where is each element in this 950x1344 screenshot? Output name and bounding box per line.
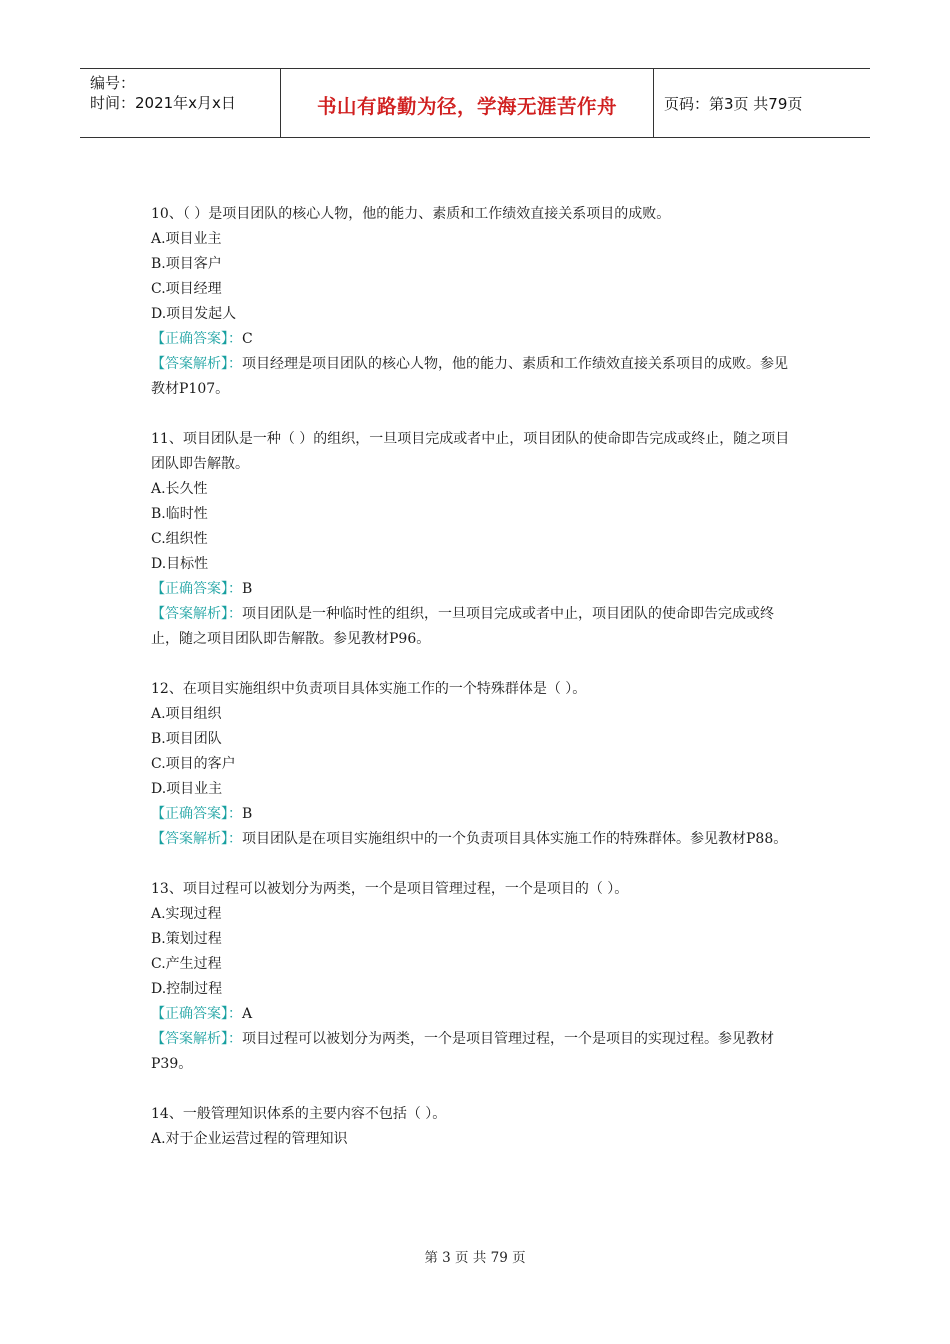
time-label: 时间：2021年x月x日	[90, 94, 236, 112]
analysis-text: 项目团队是一种临时性的组织，一旦项目完成或者中止，项目团队的使命即告完成或终止，随之项目团队即告解散。参见教材P96。	[151, 606, 774, 647]
correct-answer	[151, 577, 801, 602]
option-d: D.项目发起人	[151, 306, 237, 322]
analysis-tag: 【答案解析】：	[151, 831, 242, 847]
option-a: A.长久性	[151, 481, 208, 497]
answer-tag: 【正确答案】：	[151, 581, 242, 597]
correct-answer	[151, 802, 801, 827]
option-a: A.对于企业运营过程的管理知识	[151, 1131, 348, 1147]
question-13	[151, 877, 801, 1077]
question-10	[151, 202, 801, 402]
page-footer: 第 3 页 共 79 页	[424, 1250, 526, 1266]
answer-analysis	[151, 602, 791, 652]
question-stem: 12、在项目实施组织中负责项目具体实施工作的一个特殊群体是（ ）。	[151, 681, 587, 697]
analysis-tag: 【答案解析】：	[151, 356, 242, 372]
answer-value: C	[242, 331, 253, 347]
analysis-tag: 【答案解析】：	[151, 606, 242, 622]
answer-analysis	[151, 827, 791, 852]
question-list	[151, 202, 801, 1177]
question-stem: 10、（ ）是项目团队的核心人物，他的能力、素质和工作绩效直接关系项目的成败。	[151, 206, 671, 222]
answer-tag: 【正确答案】：	[151, 806, 242, 822]
question-12	[151, 677, 801, 852]
analysis-tag: 【答案解析】：	[151, 1031, 242, 1047]
answer-value: B	[242, 806, 253, 822]
option-c: C.项目经理	[151, 281, 222, 297]
page-header	[80, 68, 870, 138]
analysis-text: 项目过程可以被划分为两类，一个是项目管理过程，一个是项目的实现过程。参见教材P39。	[151, 1031, 774, 1072]
option-b: B.项目团队	[151, 731, 222, 747]
analysis-text: 项目团队是在项目实施组织中的一个负责项目具体实施工作的特殊群体。参见教材P88。	[242, 831, 788, 847]
option-d: D.项目业主	[151, 781, 223, 797]
option-c: C.产生过程	[151, 956, 222, 972]
header-page-info: 页码：第3页 共79页	[664, 94, 803, 113]
question-stem: 11、项目团队是一种（ ）的组织，一旦项目完成或者中止，项目团队的使命即告完成或终止，随之项目团队即告解散。	[151, 431, 790, 472]
option-b: B.项目客户	[151, 256, 222, 272]
answer-analysis	[151, 1027, 791, 1077]
option-d: D.控制过程	[151, 981, 223, 997]
option-a: A.项目业主	[151, 231, 222, 247]
question-14	[151, 1102, 801, 1152]
question-stem: 13、项目过程可以被划分为两类，一个是项目管理过程，一个是项目的（ ）。	[151, 881, 629, 897]
analysis-text: 项目经理是项目团队的核心人物，他的能力、素质和工作绩效直接关系项目的成败。参见教材P107。	[151, 356, 788, 397]
option-a: A.实现过程	[151, 906, 222, 922]
option-c: C.组织性	[151, 531, 208, 547]
option-c: C.项目的客户	[151, 756, 236, 772]
number-label: 编号：	[90, 74, 136, 92]
correct-answer	[151, 327, 801, 352]
option-b: B.策划过程	[151, 931, 222, 947]
header-motto: 书山有路勤为径，学海无涯苦作舟	[281, 69, 654, 137]
question-stem: 14、一般管理知识体系的主要内容不包括（ ）。	[151, 1106, 447, 1122]
option-d: D.目标性	[151, 556, 209, 572]
answer-value: B	[242, 581, 253, 597]
header-meta	[80, 69, 281, 137]
correct-answer	[151, 1002, 801, 1027]
answer-tag: 【正确答案】：	[151, 1006, 242, 1022]
question-11	[151, 427, 801, 652]
option-b: B.临时性	[151, 506, 208, 522]
answer-value: A	[242, 1006, 253, 1022]
answer-analysis	[151, 352, 791, 402]
answer-tag: 【正确答案】：	[151, 331, 242, 347]
option-a: A.项目组织	[151, 706, 222, 722]
